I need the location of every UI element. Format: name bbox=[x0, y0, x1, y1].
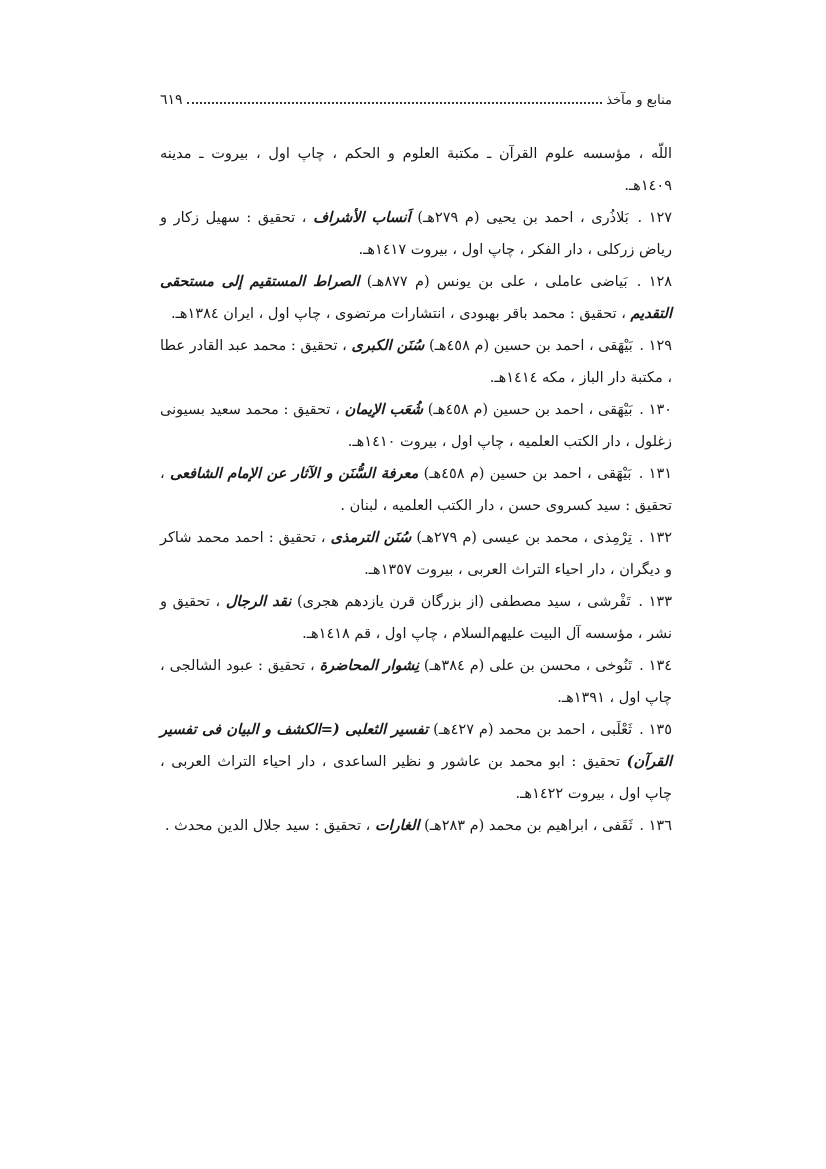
entry-details: ، تحقيق : سهيل زكار و رياض زركلى ، دار الفكر ، چاپ اول ، بيروت ١٤١٧هـ. bbox=[160, 210, 672, 258]
entry-details: ، تحقيق : عبود الشالجى ، چاپ اول ، ١٣٩١هـ. bbox=[160, 658, 672, 706]
bibliography-entry bbox=[160, 330, 672, 394]
entry-number: ١٣٣ . bbox=[638, 594, 673, 610]
entry-text: اللّه ، مؤسسه علوم القرآن ـ مكتبة العلوم و الحكم ، چاپ اول ، بيروت ـ مدينه ١٤٠٩هـ. bbox=[160, 146, 672, 194]
entry-number: ١٢٩ . bbox=[639, 338, 673, 354]
entry-title: سُنَن الكبرى bbox=[351, 337, 425, 354]
entry-title: معرفة السُّنَن و الآثار عن الإمام الشافعى bbox=[169, 465, 419, 482]
entry-author: بَيْهَقى ، احمد بن حسين (م ٤٥٨هـ) bbox=[428, 338, 633, 354]
entry-number: ١٣٤ . bbox=[639, 658, 673, 674]
header-title: منابع و مآخذ bbox=[606, 93, 672, 108]
bibliography-list bbox=[160, 138, 672, 842]
entry-details: تحقيق : ابو محمد بن عاشور و نظير الساعدى ، دار احياء التراث العربى ، چاپ اول ، بيروت ١٤٢٢هـ. bbox=[160, 754, 672, 802]
bibliography-entry bbox=[160, 394, 672, 458]
entry-number: ١٣٢ . bbox=[638, 530, 673, 546]
entry-author: بَيْهَقى ، احمد بن حسين (م ٤٥٨هـ) bbox=[427, 402, 633, 418]
entry-author: تِرْمِذى ، محمد بن عيسى (م ٢٧٩هـ) bbox=[416, 530, 632, 546]
entry-details: ، تحقيق : محمد باقر بهبودى ، انتشارات مرتضوى ، چاپ اول ، ايران ١٣٨٤هـ. bbox=[170, 306, 626, 322]
entry-title: شُعَب الإيمان bbox=[344, 401, 423, 418]
entry-details: ، تحقيق : احمد محمد شاكر و ديگران ، دار احياء التراث العربى ، بيروت ١٣٥٧هـ. bbox=[160, 530, 672, 578]
entry-title: اَنساب الأشراف bbox=[313, 209, 411, 226]
bibliography-entry bbox=[160, 522, 672, 586]
bibliography-entry bbox=[160, 138, 672, 202]
entry-details: ، تحقيق : سيد كسروى حسن ، دار الكتب العلميه ، لبنان . bbox=[160, 466, 672, 514]
document-page bbox=[160, 92, 672, 842]
entry-title: نقد الرجال bbox=[225, 593, 292, 610]
bibliography-entry bbox=[160, 714, 672, 810]
entry-author: بَيْهَقى ، احمد بن حسين (م ٤٥٨هـ) bbox=[423, 466, 632, 482]
entry-details: ، تحقيق و نشر ، مؤسسه آل البيت عليهم‌السلام ، چاپ اول ، قم ١٤١٨هـ. bbox=[160, 594, 672, 642]
bibliography-entry bbox=[160, 586, 672, 650]
bibliography-entry bbox=[160, 458, 672, 522]
entry-author: تَفْرشى ، سيد مصطفى (از بزرگان قرن يازدهم هجرى) bbox=[296, 594, 631, 610]
entry-author: ثَعْلَبى ، احمد بن محمد (م ٤٢٧هـ) bbox=[433, 722, 633, 738]
entry-details: ، تحقيق : محمد سعيد بسيونى زغلول ، دار الكتب العلميه ، چاپ اول ، بيروت ١٤١٠هـ. bbox=[160, 402, 672, 450]
header-dot-leader bbox=[187, 101, 603, 104]
entry-number: ١٣٠ . bbox=[639, 402, 673, 418]
entry-number: ١٢٧ . bbox=[637, 210, 673, 226]
entry-title: تفسير الثعلبى (=الكشف و البيان فى تفسير القرآن) bbox=[160, 721, 672, 770]
entry-details: ، تحقيق : محمد عبد القادر عطا ، مكتبة دار الباز ، مكه ١٤١٤هـ. bbox=[160, 338, 672, 386]
entry-author: تَنُوخى ، محسن بن على (م ٣٨٤هـ) bbox=[423, 658, 633, 674]
entry-number: ١٣١ . bbox=[638, 466, 673, 482]
entry-title: سُنَن الترمذى bbox=[330, 529, 412, 546]
page-number: ٦١٩ bbox=[160, 92, 183, 108]
entry-number: ١٣٥ . bbox=[639, 722, 672, 738]
entry-title: الغارات bbox=[374, 817, 420, 834]
entry-title: الصراط المستقيم إلى مستحقى التقديم bbox=[160, 273, 672, 322]
entry-author: بَلاذُرى ، احمد بن يحيى (م ٢٧٩هـ) bbox=[417, 210, 629, 226]
bibliography-entry bbox=[160, 266, 672, 330]
bibliography-entry bbox=[160, 202, 672, 266]
entry-author: بَياضى عاملى ، على بن يونس (م ٨٧٧هـ) bbox=[366, 274, 628, 290]
running-header bbox=[160, 92, 672, 122]
bibliography-entry bbox=[160, 810, 672, 842]
entry-details: ، تحقيق : سيد جلال الدين محدث . bbox=[164, 818, 371, 834]
entry-title: نِشوار المحاضرة bbox=[319, 657, 419, 674]
entry-number: ١٢٨ . bbox=[636, 274, 673, 290]
bibliography-entry bbox=[160, 650, 672, 714]
entry-author: ثَقَفى ، ابراهيم بن محمد (م ٢٨٣هـ) bbox=[424, 818, 633, 834]
entry-number: ١٣٦ . bbox=[639, 818, 672, 834]
